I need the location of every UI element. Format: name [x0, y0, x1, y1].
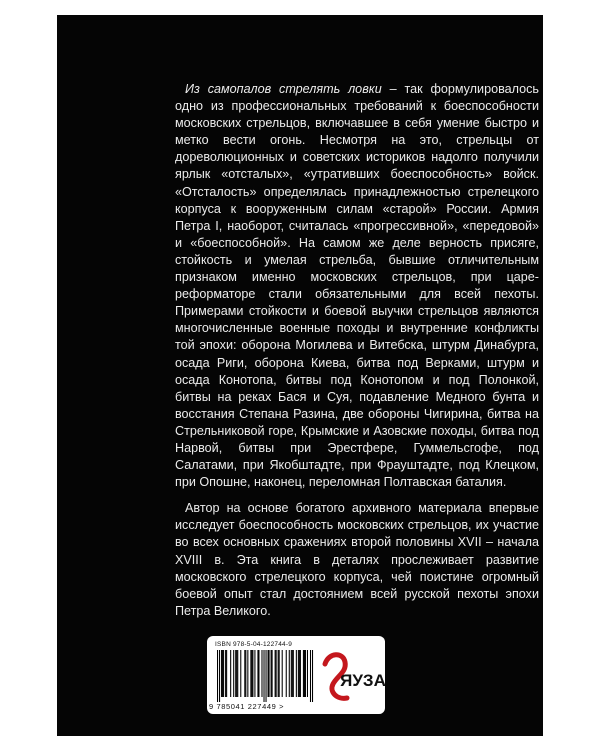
barcode-bar: [250, 650, 251, 697]
barcode-bar: [226, 650, 227, 697]
barcode-bar: [272, 650, 273, 697]
barcode-bar: [293, 650, 294, 697]
barcode-bar: [282, 650, 283, 697]
paragraph-1-body: – так формулировалось одно из профессиональных требований к боеспособности московских стрельцов, включавшее в себя умение быстро и метко вести огонь. Несмотря на это, стрельцы от дореволюционных и советских историков надолго получили ярлык «отсталых», «утративших боеспособность» войск. «Отсталость» определялась принадлежностью стрелецкого корпуса к вооруженным силам «старой» России. Армия Петра I, наоборот, считалась «прогрессивной», «передовой» и «боеспособной». На самом же деле верность присяге, стойкость и умелая стрельба, бывшие отличительным признаком именно московских стрельцов, при царе-реформаторе стали обязательными для всей пехоты. Примерами стойкости и боевой выучки стрельцов являются многочисленные военные походы и внутренние конфликты той эпохи: оборона Могилева и Витебска, штурм Динабурга, осада Риги, оборона Киева, битва под Верками, штурм и осада Конотопа, битвы под Конотопом и под Полонкой, битвы на реках Бася и Суя, подавление Медного бунта и восстания Степана Разина, две обороны Чигирина, битва на Стрельниковой горе, Крымские и Азовские походы, битва под Нарвой, битвы при Эрестфере, Гуммельсгофе, под Салатами, при Якобштадте, при Фрауштадте, под Клецком, при Опошне, наконец, переломная Полтавская баталия.: [175, 82, 539, 490]
barcode-bar: [217, 650, 218, 702]
barcode-bar: [312, 650, 313, 702]
barcode-bar: [236, 650, 237, 697]
opening-quote: Из самопалов стрелять ловки: [185, 82, 382, 96]
barcode-bar: [247, 650, 248, 697]
barcode-bar: [244, 650, 245, 697]
logo-text: ЯУЗА: [340, 671, 386, 690]
barcode-bar: [310, 650, 311, 702]
barcode-bar: [266, 650, 267, 702]
barcode-bar: [223, 650, 224, 697]
isbn-label: ISBN 978-5-04-122744-9: [215, 641, 293, 648]
barcode-bar: [219, 650, 220, 702]
publisher-logo: [319, 648, 386, 704]
barcode-bar: [258, 650, 259, 697]
barcode-bar: [251, 650, 252, 697]
barcode-bar: [286, 650, 287, 697]
barcode-bar: [300, 650, 301, 697]
barcode-bar: [237, 650, 238, 697]
barcode-bar: [289, 650, 290, 697]
barcode-bar: [230, 650, 231, 697]
barcode-bar: [291, 650, 292, 697]
barcode-bar: [254, 650, 255, 697]
annotation-paragraph-1: [175, 81, 539, 491]
barcode-bar: [233, 650, 234, 697]
barcode-bar: [268, 650, 269, 697]
barcode-bar: [303, 650, 304, 697]
barcode-bar: [263, 650, 264, 702]
barcode-bar: [298, 650, 299, 697]
barcode-digits: 9 785041 227449 >: [209, 702, 285, 711]
barcode-bar: [252, 650, 253, 697]
barcode-bar: [261, 650, 262, 697]
barcode-bar: [299, 650, 300, 697]
barcode-bar: [240, 650, 241, 697]
barcode-bar: [269, 650, 270, 697]
barcode-bar: [271, 650, 272, 697]
barcode-bar: [278, 650, 279, 697]
barcode-bar: [221, 650, 222, 697]
barcode-bar: [235, 650, 236, 697]
barcode-panel: [207, 636, 385, 714]
barcode-bar: [275, 650, 276, 697]
barcode-bar: [292, 650, 293, 697]
barcode-bar: [225, 650, 226, 697]
barcode-bar: [279, 650, 280, 697]
barcode-bar: [304, 650, 305, 697]
barcode-bar: [296, 650, 297, 697]
back-cover: [57, 15, 543, 736]
barcode-bar: [307, 650, 308, 697]
barcode-bar: [276, 650, 277, 697]
barcode-bar: [222, 650, 223, 697]
barcode-bar: [245, 650, 246, 697]
barcode-bar: [305, 650, 306, 697]
annotation-text: [175, 81, 539, 620]
annotation-paragraph-2: Автор на основе богатого архивного материала впервые исследует боеспособность московских стрельцов, их участие во всех основных сражениях второй половины XVII – начала XVIII в. Эта книга в деталях прослеживает развитие московского стрелецкого корпуса, чей поистине огромный боевой опыт стал достоянием всей русской пехоты эпохи Петра Великого.: [175, 501, 539, 618]
barcode-bar: [257, 650, 258, 697]
barcode: [217, 650, 313, 702]
